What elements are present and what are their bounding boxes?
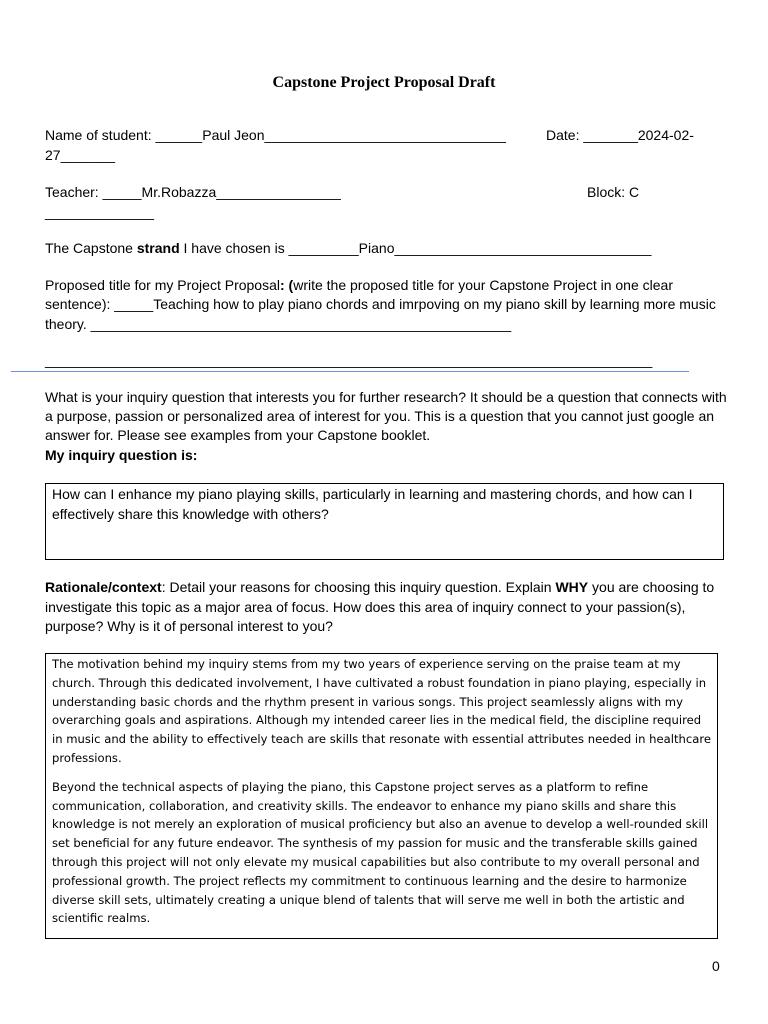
rationale-prompt-part1: : Detail your reasons for choosing this inquiry question. Explain <box>161 579 556 595</box>
proposed-title-field[interactable] <box>45 296 716 312</box>
date-value-part2: 27 <box>45 147 61 163</box>
proposed-title-value-end: theory. <box>45 316 87 332</box>
rationale-prompt-part2: you are choosing to investigate this topic as a major area of focus. How does this area of inquiry connect to your passion(s), purpose? Why is it of personal interest to you? <box>45 579 715 634</box>
block-field[interactable]: Block: C <box>587 184 640 200</box>
student-name-value: Paul Jeon <box>202 127 265 143</box>
inquiry-prompt-line3: answer for. Please see examples from your Capstone booklet. <box>45 427 431 443</box>
rationale-answer-box[interactable] <box>45 653 718 939</box>
rationale-why: WHY <box>555 579 589 595</box>
date-value-part1: 2024-02- <box>637 127 694 143</box>
inquiry-answer-box[interactable] <box>45 483 724 560</box>
page-title: Capstone Project Proposal Draft <box>272 74 496 91</box>
inquiry-prompt-line1: What is your inquiry question that interests you for further research? It should be a question that connects with <box>45 389 727 405</box>
strand-value: Piano <box>358 240 395 256</box>
date-label: Date: _______ <box>546 127 638 143</box>
strand-label-post: I have chosen is _________ <box>179 240 359 256</box>
teacher-label: Teacher: _____ <box>45 184 142 200</box>
proposed-title-blank-line: ______________________________________________________________________________ <box>45 352 653 368</box>
rationale-label: Rationale/context <box>45 579 162 595</box>
date-field-continued[interactable] <box>45 147 115 163</box>
strand-underline: _________________________________ <box>394 240 652 256</box>
proposed-title-instruction-end: sentence): _____ <box>45 296 154 312</box>
student-name-field[interactable] <box>45 127 506 143</box>
rationale-prompt <box>45 578 720 637</box>
inquiry-question-label: My inquiry question is: <box>45 447 198 463</box>
teacher-underline: ________________ <box>216 184 341 200</box>
proposed-title-field-continued[interactable] <box>45 316 511 332</box>
student-name-label: Name of student: ______ <box>45 127 203 143</box>
proposed-title-value: Teaching how to play piano chords and imrpoving on my piano skill by learning more music <box>153 296 716 312</box>
inquiry-answer-text: How can I enhance my piano playing skills, particularly in learning and mastering chords, and how can I effectively share this knowledge with others? <box>52 486 693 522</box>
section-divider <box>11 371 689 372</box>
date-underline: _______ <box>60 147 116 163</box>
proposed-title-prompt <box>45 277 673 293</box>
proposed-title-underline: ______________________________________________________ <box>86 316 512 332</box>
proposed-title-instruction: write the proposed title for your Capstone Project in one clear <box>293 277 673 293</box>
date-field[interactable] <box>546 127 694 143</box>
inquiry-prompt-line2: a purpose, passion or personalized area of interest for you. This is a question that you cannot just google an <box>45 408 715 424</box>
proposed-title-colon: : ( <box>280 277 294 293</box>
teacher-underline-line2: ______________ <box>45 204 155 220</box>
teacher-value: Mr.Robazza <box>141 184 217 200</box>
strand-label-bold: strand <box>136 240 180 256</box>
rationale-paragraph-2: Beyond the technical aspects of playing the piano, this Capstone project serves as a platform to refine communication, collaboration, and creativity skills. The endeavor to enhance my piano skills and share this knowledge is not merely an exploration of musical proficiency but also an avenue to develop a well-rounded skill set beneficial for any future endeavor. The synthesis of my passion for music and the transferable skills gained through this project will not only elevate my musical capabilities but also contribute to my overall personal and professional growth. The project reflects my commitment to continuous learning and the desire to harmonize diverse skill sets, ultimately creating a unique blend of talents that will serve me well in both the artistic and scientific realms. <box>52 779 709 926</box>
teacher-field[interactable] <box>45 184 341 200</box>
page-number: 0 <box>712 958 720 974</box>
rationale-answer-text <box>52 655 712 928</box>
student-name-underline: _______________________________ <box>264 127 506 143</box>
strand-label-pre: The Capstone <box>45 240 137 256</box>
rationale-paragraph-1: The motivation behind my inquiry stems from my two years of experience serving on the praise team at my church. Through this dedicated involvement, I have cultivated a robust foundation in piano playing, especially in understanding basic chords and the rhythm present in various songs. This project seamlessly aligns with my overarching goals and aspirations. Although my intended career lies in the medical field, the discipline required in music and the ability to effectively teach are skills that resonate with essential attributes needed in healthcare professions. <box>52 657 711 765</box>
proposed-title-label: Proposed title for my Project Proposal <box>45 277 280 293</box>
strand-field[interactable] <box>45 240 651 256</box>
